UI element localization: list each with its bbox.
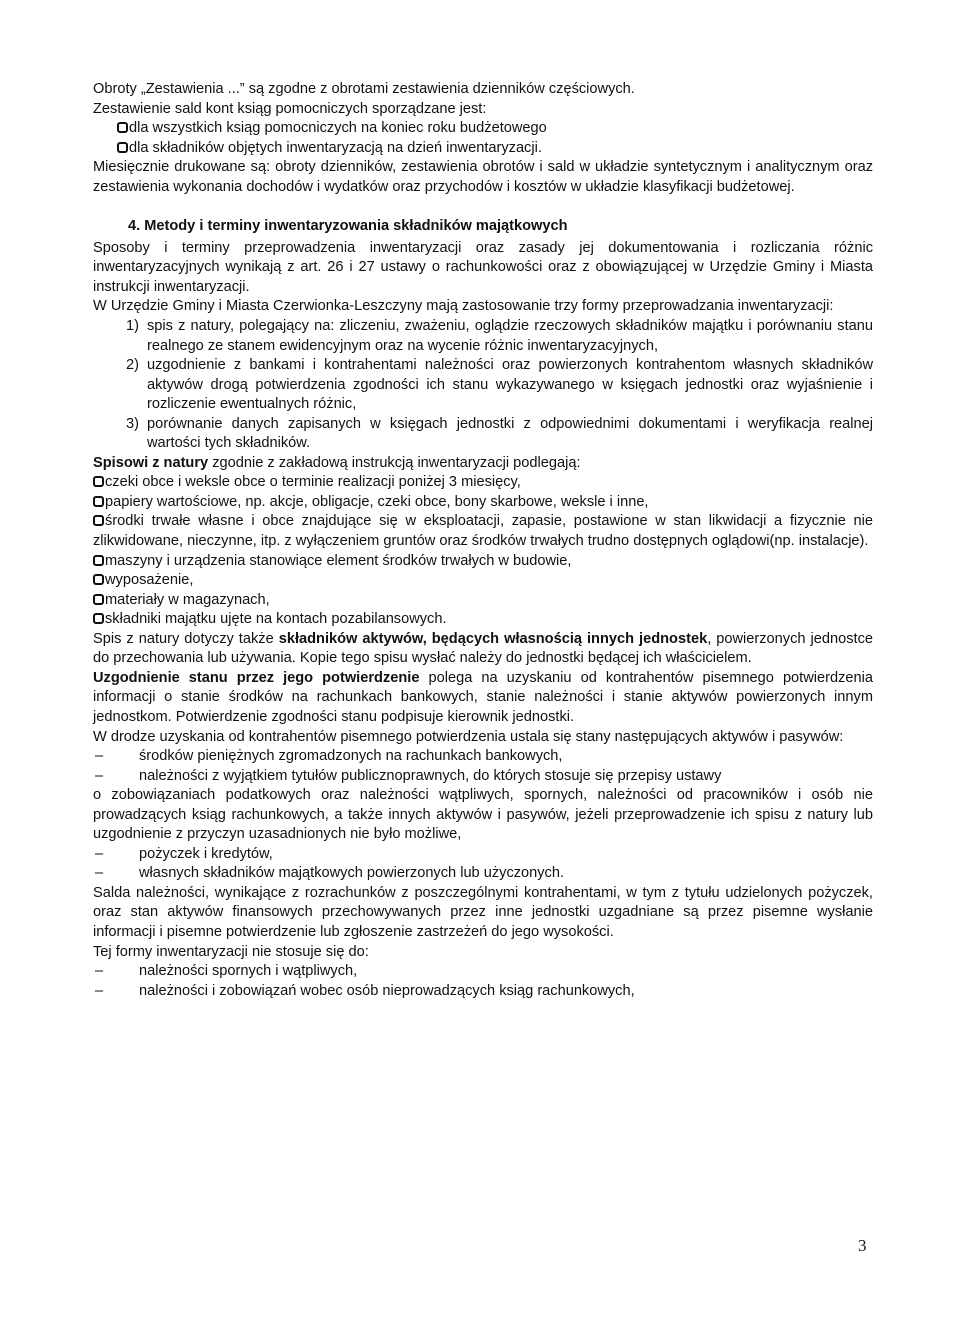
checkbox-icon — [93, 613, 104, 624]
paragraph: W Urzędzie Gminy i Miasta Czerwionka-Leszczyny mają zastosowanie trzy formy przeprowadzania inwentaryzacji: — [93, 298, 834, 315]
paragraph: Tej formy inwentaryzacji nie stosuje się do: — [93, 943, 369, 960]
dash-item — [93, 864, 873, 884]
dash-item — [93, 962, 873, 982]
dash-marker: – — [95, 963, 104, 980]
checkbox-icon — [93, 594, 104, 605]
checkbox-icon — [93, 476, 104, 487]
item-text: spis z natury, polegający na: zliczeniu, zważeniu, oglądzie rzeczowych składników majątku i porównaniu stanu realnego ze stanem ewidencyjnym oraz na wycenie różnic inwentaryzacyjnych, — [147, 318, 873, 354]
item-number: 1) — [126, 318, 139, 335]
paragraph: Uzgodnienie stanu przez jego potwierdzenie polega na uzyskaniu od kontrahentów pisemnego potwierdzenia informacji o stanie środków na rachunkach bankowych, stanie należności i stanie aktywów powierzonych innym jednostkom. Potwierdzenie zgodności stanu podpisuje kierownik jednostki. — [93, 669, 873, 725]
paragraph: Salda należności, wynikające z rozrachunków z poszczególnymi kontrahentami, w tym z tytułu udzielonych pożyczek, oraz stan aktywów finansowych przechowywanych przez inne jednostki uzgadniane są przez pisemne wysłanie informacji i pisemne potwierdzenie lub zgłoszenie zastrzeżeń do jego wysokości. — [93, 884, 873, 940]
checkbox-item: składniki majątku ujęte na kontach pozabilansowych. — [93, 610, 873, 630]
checkbox-icon — [93, 515, 104, 526]
numbered-item — [93, 415, 873, 454]
dash-marker: – — [95, 982, 104, 999]
checkbox-item: dla składników objętych inwentaryzacją na dzień inwentaryzacji. — [93, 139, 873, 159]
paragraph: Spis z natury dotyczy także składników aktywów, będących własnością innych jednostek, powierzonych jednostce do przechowania lub używania. Kopie tego spisu wysłać należy do jednostki będącej ich właścicielem. — [93, 630, 873, 667]
paragraph: Zestawienie sald kont ksiąg pomocniczych sporządzane jest: — [93, 100, 487, 117]
document-page — [93, 80, 873, 1001]
checkbox-icon — [93, 496, 104, 507]
checkbox-item: wyposażenie, — [93, 571, 873, 591]
item-text: porównanie danych zapisanych w księgach jednostki z odpowiednimi dokumentami i weryfikacja realnej wartości tych składników. — [147, 415, 873, 452]
dash-item — [93, 982, 873, 1002]
paragraph: Obroty „Zestawienia ...” są zgodne z obrotami zestawienia dzienników częściowych. — [93, 81, 635, 97]
numbered-item — [93, 317, 873, 356]
item-text: pożyczek i kredytów, — [139, 845, 273, 862]
item-text: uzgodnienie z bankami i kontrahentami należności oraz powierzonych kontrahentom własnych składników aktywów drogą potwierdzenia zgodności ich stanu wykazywanego w księgach jednostki oraz wyjaśnienie i rozliczenie ewentualnych różnic, — [147, 357, 873, 413]
item-text: należności z wyjątkiem tytułów publicznoprawnych, do których stosuje się przepisy ustawy — [139, 767, 722, 784]
checkbox-item: środki trwałe własne i obce znajdujące się w eksploatacji, zapasie, postawione w stan likwidacji a fizycznie nie zlikwidowane, nieczynne, itp. z wyłączeniem gruntów oraz środków trwałych trudno dostępnych oglądowi(np. instalacje). — [93, 513, 873, 550]
item-text: własnych składników majątkowych powierzonych lub użyczonych. — [139, 865, 565, 882]
dash-item — [93, 767, 873, 787]
item-text: należności spornych i wątpliwych, — [139, 963, 358, 980]
item-text: należności i zobowiązań wobec osób nieprowadzących ksiąg rachunkowych, — [139, 982, 635, 999]
item-number: 3) — [126, 415, 139, 432]
dash-marker: – — [95, 748, 104, 765]
checkbox-item: maszyny i urządzenia stanowiące element środków trwałych w budowie, — [93, 552, 873, 572]
paragraph: W drodze uzyskania od kontrahentów pisemnego potwierdzenia ustala się stany następujących aktywów i pasywów: — [93, 728, 844, 745]
dash-marker: – — [95, 767, 104, 784]
item-text: środków pieniężnych zgromadzonych na rachunkach bankowych, — [139, 748, 563, 765]
checkbox-item: dla wszystkich ksiąg pomocniczych na koniec roku budżetowego — [93, 119, 873, 139]
checkbox-icon — [93, 574, 104, 585]
checkbox-item: materiały w magazynach, — [93, 591, 873, 611]
dash-marker: – — [95, 845, 104, 862]
section-heading: 4. Metody i terminy inwentaryzowania składników majątkowych — [128, 218, 568, 235]
checkbox-icon — [93, 555, 104, 566]
paragraph: Sposoby i terminy przeprowadzenia inwentaryzacji oraz zasady jej dokumentowania i rozliczania różnic inwentaryzacyjnych wynikają z art. 26 i 27 ustawy o rachunkowości oraz z obowiązującej w Urzędzie Gminy i Miasta instrukcji inwentaryzacji. — [93, 239, 873, 295]
numbered-item — [93, 356, 873, 415]
checkbox-item: czeki obce i weksle obce o terminie realizacji poniżej 3 miesięcy, — [93, 473, 873, 493]
item-number: 2) — [126, 357, 139, 374]
dash-marker: – — [95, 865, 104, 882]
page-number: 3 — [858, 1236, 867, 1255]
dash-item — [93, 747, 873, 767]
checkbox-icon — [117, 142, 128, 153]
checkbox-item: papiery wartościowe, np. akcje, obligacje, czeki obce, bony skarbowe, weksle i inne, — [93, 493, 873, 513]
checkbox-icon — [117, 122, 128, 133]
dash-item — [93, 845, 873, 865]
paragraph: o zobowiązaniach podatkowych oraz należności wątpliwych, spornych, należności od pracowników i osób nie prowadzących ksiąg rachunkowych, a także innych aktywów i pasywów, jeżeli przeprowadzenie ich spisu z natury lub uzgodnienie z przyczyn uzasadnionych nie było możliwe, — [93, 787, 873, 843]
paragraph: Spisowi z natury zgodnie z zakładową instrukcją inwentaryzacji podlegają: — [93, 454, 581, 471]
paragraph: Miesięcznie drukowane są: obroty dzienników, zestawienia obrotów i sald w układzie syntetycznym i analitycznym oraz zestawienia wykonania dochodów i wydatków oraz przychodów i kosztów w układzie klasyfikacji budżetowej. — [93, 159, 873, 195]
